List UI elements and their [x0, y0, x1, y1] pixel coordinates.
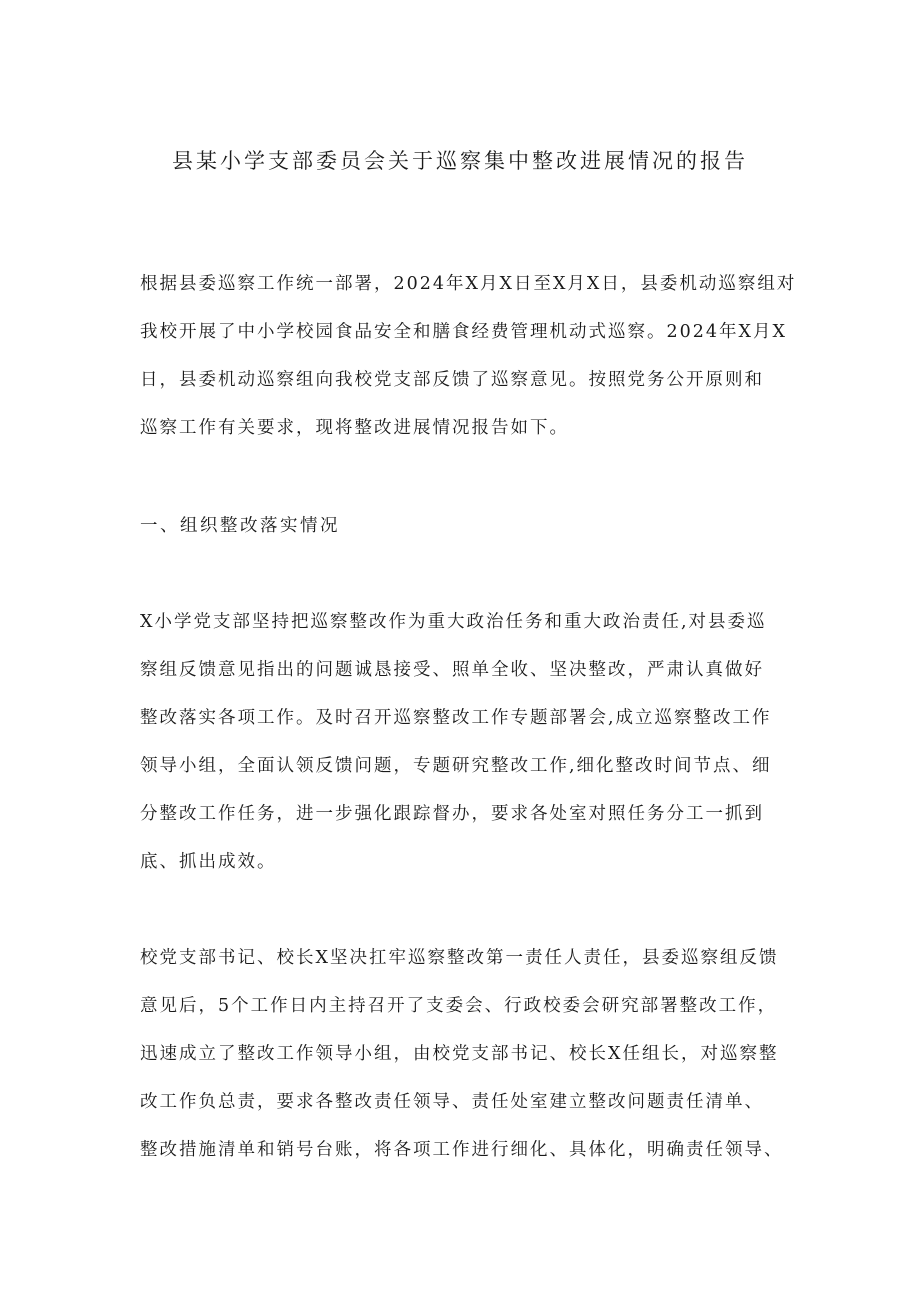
paragraph-2-line: 领导小组，全面认领反馈问题，专题研究整改工作,细化整改时间节点、细: [140, 756, 772, 776]
paragraph-2-line: 分整改工作任务，进一步强化跟踪督办，要求各处室对照任务分工一抓到: [140, 804, 764, 824]
section-heading: 一、组织整改落实情况: [140, 516, 340, 536]
paragraph-2-line: X小学党支部坚持把巡察整改作为重大政治任务和重大政治责任,对县委巡: [140, 612, 767, 632]
paragraph-1-line: 巡察工作有关要求，现将整改进展情况报告如下。: [140, 418, 569, 438]
paragraph-1-line: 根据县委巡察工作统一部署，2024年X月X日至X月X日，县委机动巡察组对: [140, 274, 797, 294]
paragraph-3-line: 校党支部书记、校长X坚决扛牢巡察整改第一责任人责任，县委巡察组反馈: [140, 948, 779, 968]
paragraph-2-line: 整改落实各项工作。及时召开巡察整改工作专题部署会,成立巡察整改工作: [140, 708, 772, 728]
paragraph-3-line: 意见后，5个工作日内主持召开了支委会、行政校委会研究部署整改工作，: [140, 996, 778, 1016]
paragraph-1-line: 日，县委机动巡察组向我校党支部反馈了巡察意见。按照党务公开原则和: [140, 370, 764, 390]
paragraph-1-line: 我校开展了中小学校园食品安全和膳食经费管理机动式巡察。2024年X月X: [140, 322, 787, 342]
paragraph-2-line: 察组反馈意见指出的问题诚恳接受、照单全收、坚决整改，严肃认真做好: [140, 660, 764, 680]
paragraph-3-line: 迅速成立了整改工作领导小组，由校党支部书记、校长X任组长，对巡察整: [140, 1044, 779, 1064]
paragraph-2-line: 底、抓出成效。: [140, 852, 277, 872]
paragraph-3-line: 改工作负总责，要求各整改责任领导、责任处室建立整改问题责任清单、: [140, 1092, 764, 1112]
document-title: 县某小学支部委员会关于巡察集中整改进展情况的报告: [172, 149, 748, 173]
paragraph-3-line: 整改措施清单和销号台账，将各项工作进行细化、具体化，明确责任领导、: [140, 1140, 784, 1160]
